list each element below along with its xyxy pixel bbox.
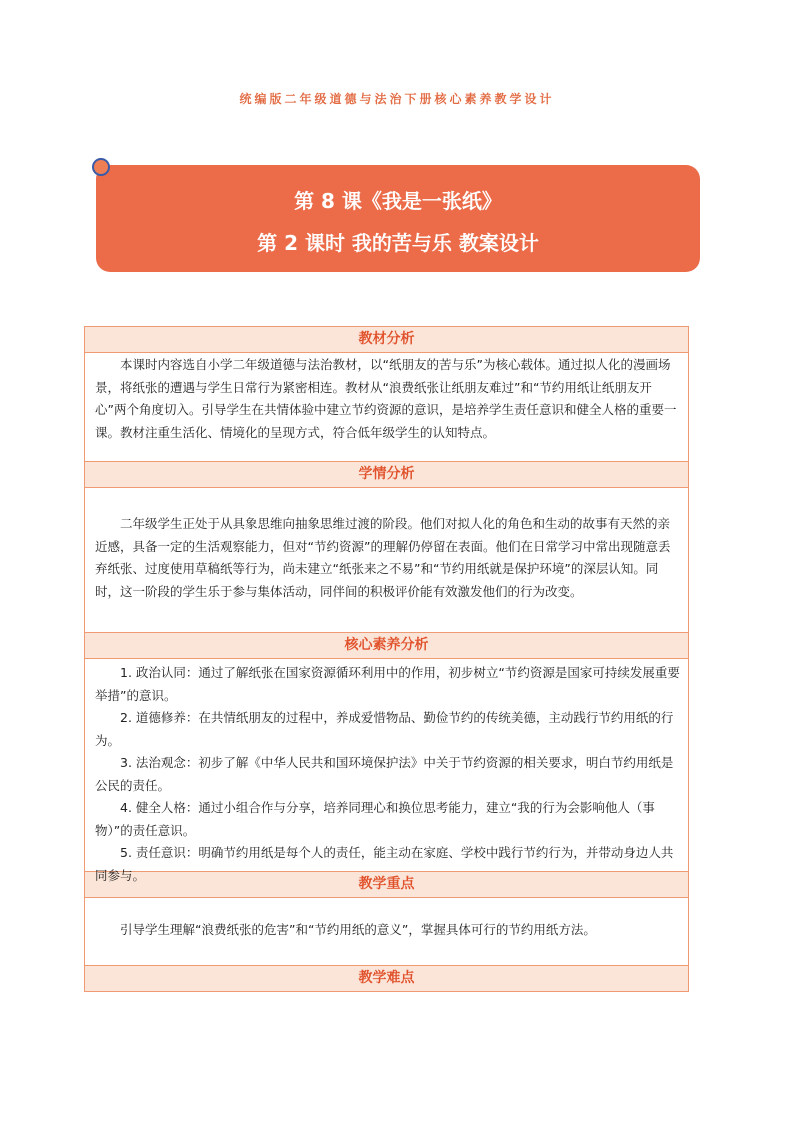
section-body-student-analysis bbox=[85, 488, 688, 633]
banner-dot-icon bbox=[92, 158, 110, 176]
list-item: 4. 健全人格：通过小组合作与分享，培养同理心和换位思考能力，建立“我的行为会影响他人（事物）”的责任意识。 bbox=[95, 800, 655, 838]
section-heading-teaching-focus: 教学重点 bbox=[85, 872, 688, 898]
section-heading-student-analysis: 学情分析 bbox=[85, 462, 688, 488]
section-body-textbook-analysis bbox=[85, 353, 688, 462]
section-body-core-literacy bbox=[85, 659, 688, 883]
section-heading-core-literacy: 核心素养分析 bbox=[85, 633, 688, 659]
list-item: 5. 责任意识：明确节约用纸是每个人的责任，能主动在家庭、学校中践行节约行为，并带动身边人共同参与。 bbox=[95, 845, 674, 883]
section-heading-teaching-difficulty: 教学难点 bbox=[85, 966, 688, 991]
paragraph: 本课时内容选自小学二年级道德与法治教材，以“纸朋友的苦与乐”为核心载体。通过拟人化的漫画场景，将纸张的遭遇与学生日常行为紧密相连。教材从“浪费纸张让纸朋友难过”和“节约用纸让纸朋友开心”两个角度切入。引导学生在共情体验中建立节约资源的意识，是培养学生责任意识和健全人格的重要一课。教材注重生活化、情境化的呈现方式，符合低年级学生的认知特点。 bbox=[95, 357, 677, 440]
lesson-plan-table bbox=[84, 326, 689, 992]
lesson-title-banner bbox=[96, 165, 700, 272]
list-item: 1. 政治认同：通过了解纸张在国家资源循环利用中的作用，初步树立“节约资源是国家可持续发展重要举措”的意识。 bbox=[95, 665, 680, 703]
page-header-title: 统编版二年级道德与法治下册核心素养教学设计 bbox=[239, 92, 555, 106]
list-item: 3. 法治观念：初步了解《中华人民共和国环境保护法》中关于节约资源的相关要求，明白节约用纸是公民的责任。 bbox=[95, 755, 674, 793]
list-item: 2. 道德修养：在共情纸朋友的过程中，养成爱惜物品、勤俭节约的传统美德，主动践行节约用纸的行为。 bbox=[95, 710, 674, 748]
paragraph: 二年级学生正处于从具象思维向抽象思维过渡的阶段。他们对拟人化的角色和生动的故事有天然的亲近感，具备一定的生活观察能力，但对“节约资源”的理解仍停留在表面。他们在日常学习中常出现随意丢弃纸张、过度使用草稿纸等行为，尚未建立“纸张来之不易”和“节约用纸就是保护环境”的深层认知。同时，这一阶段的学生乐于参与集体活动，同伴间的积极评价能有效激发他们的行为改变。 bbox=[95, 516, 671, 599]
lesson-title: 第 8 课《我是一张纸》 bbox=[294, 189, 502, 213]
lesson-subtitle: 第 2 课时 我的苦与乐 教案设计 bbox=[257, 231, 539, 255]
paragraph: 引导学生理解“浪费纸张的危害”和“节约用纸的意义”，掌握具体可行的节约用纸方法。 bbox=[120, 922, 596, 937]
section-heading-textbook-analysis: 教材分析 bbox=[85, 327, 688, 353]
section-body-teaching-focus bbox=[85, 898, 688, 966]
